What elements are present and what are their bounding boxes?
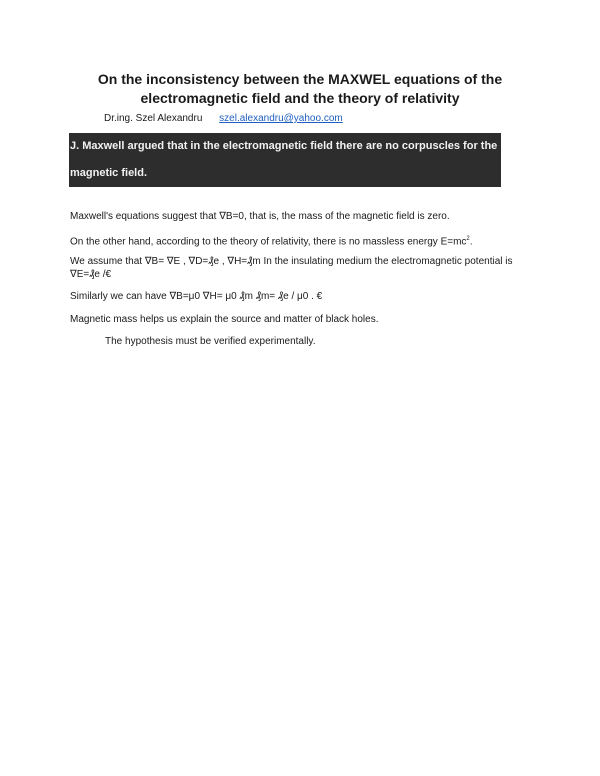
paragraph-assumption: We assume that ∇B= ∇E , ∇D=₰e , ∇H=₰m In the insulating medium the electromagnetic potential is ∇E=₰e /€ <box>70 256 513 280</box>
paragraph-similarly: Similarly we can have ∇B=μ0 ∇H= μ0 ₰m ₰m= ₰e / μ0 . € <box>70 291 323 302</box>
author-email-link[interactable]: szel.alexandru@yahoo.com <box>219 113 343 124</box>
highlight-banner: J. Maxwell argued that in the electromagnetic field there are no corpuscles for the magnetic field. <box>69 133 501 187</box>
paragraph-hypothesis: The hypothesis must be verified experimentally. <box>105 336 316 347</box>
relativity-text: On the other hand, according to the theory of relativity, there is no massless energy E=mc <box>70 236 467 248</box>
author-name: Dr.ing. Szel Alexandru <box>104 113 203 124</box>
exponent: 2 <box>466 236 470 242</box>
paragraph-relativity <box>70 233 530 248</box>
relativity-period: . <box>469 236 473 248</box>
paragraph-black-holes: Magnetic mass helps us explain the source and matter of black holes. <box>70 314 379 325</box>
paragraph-maxwell-equations: Maxwell's equations suggest that ∇B=0, that is, the mass of the magnetic field is zero. <box>70 211 450 222</box>
author-line <box>104 113 343 124</box>
document-title: On the inconsistency between the MAXWEL equations of the electromagnetic field and the theory of relativity <box>97 71 503 106</box>
